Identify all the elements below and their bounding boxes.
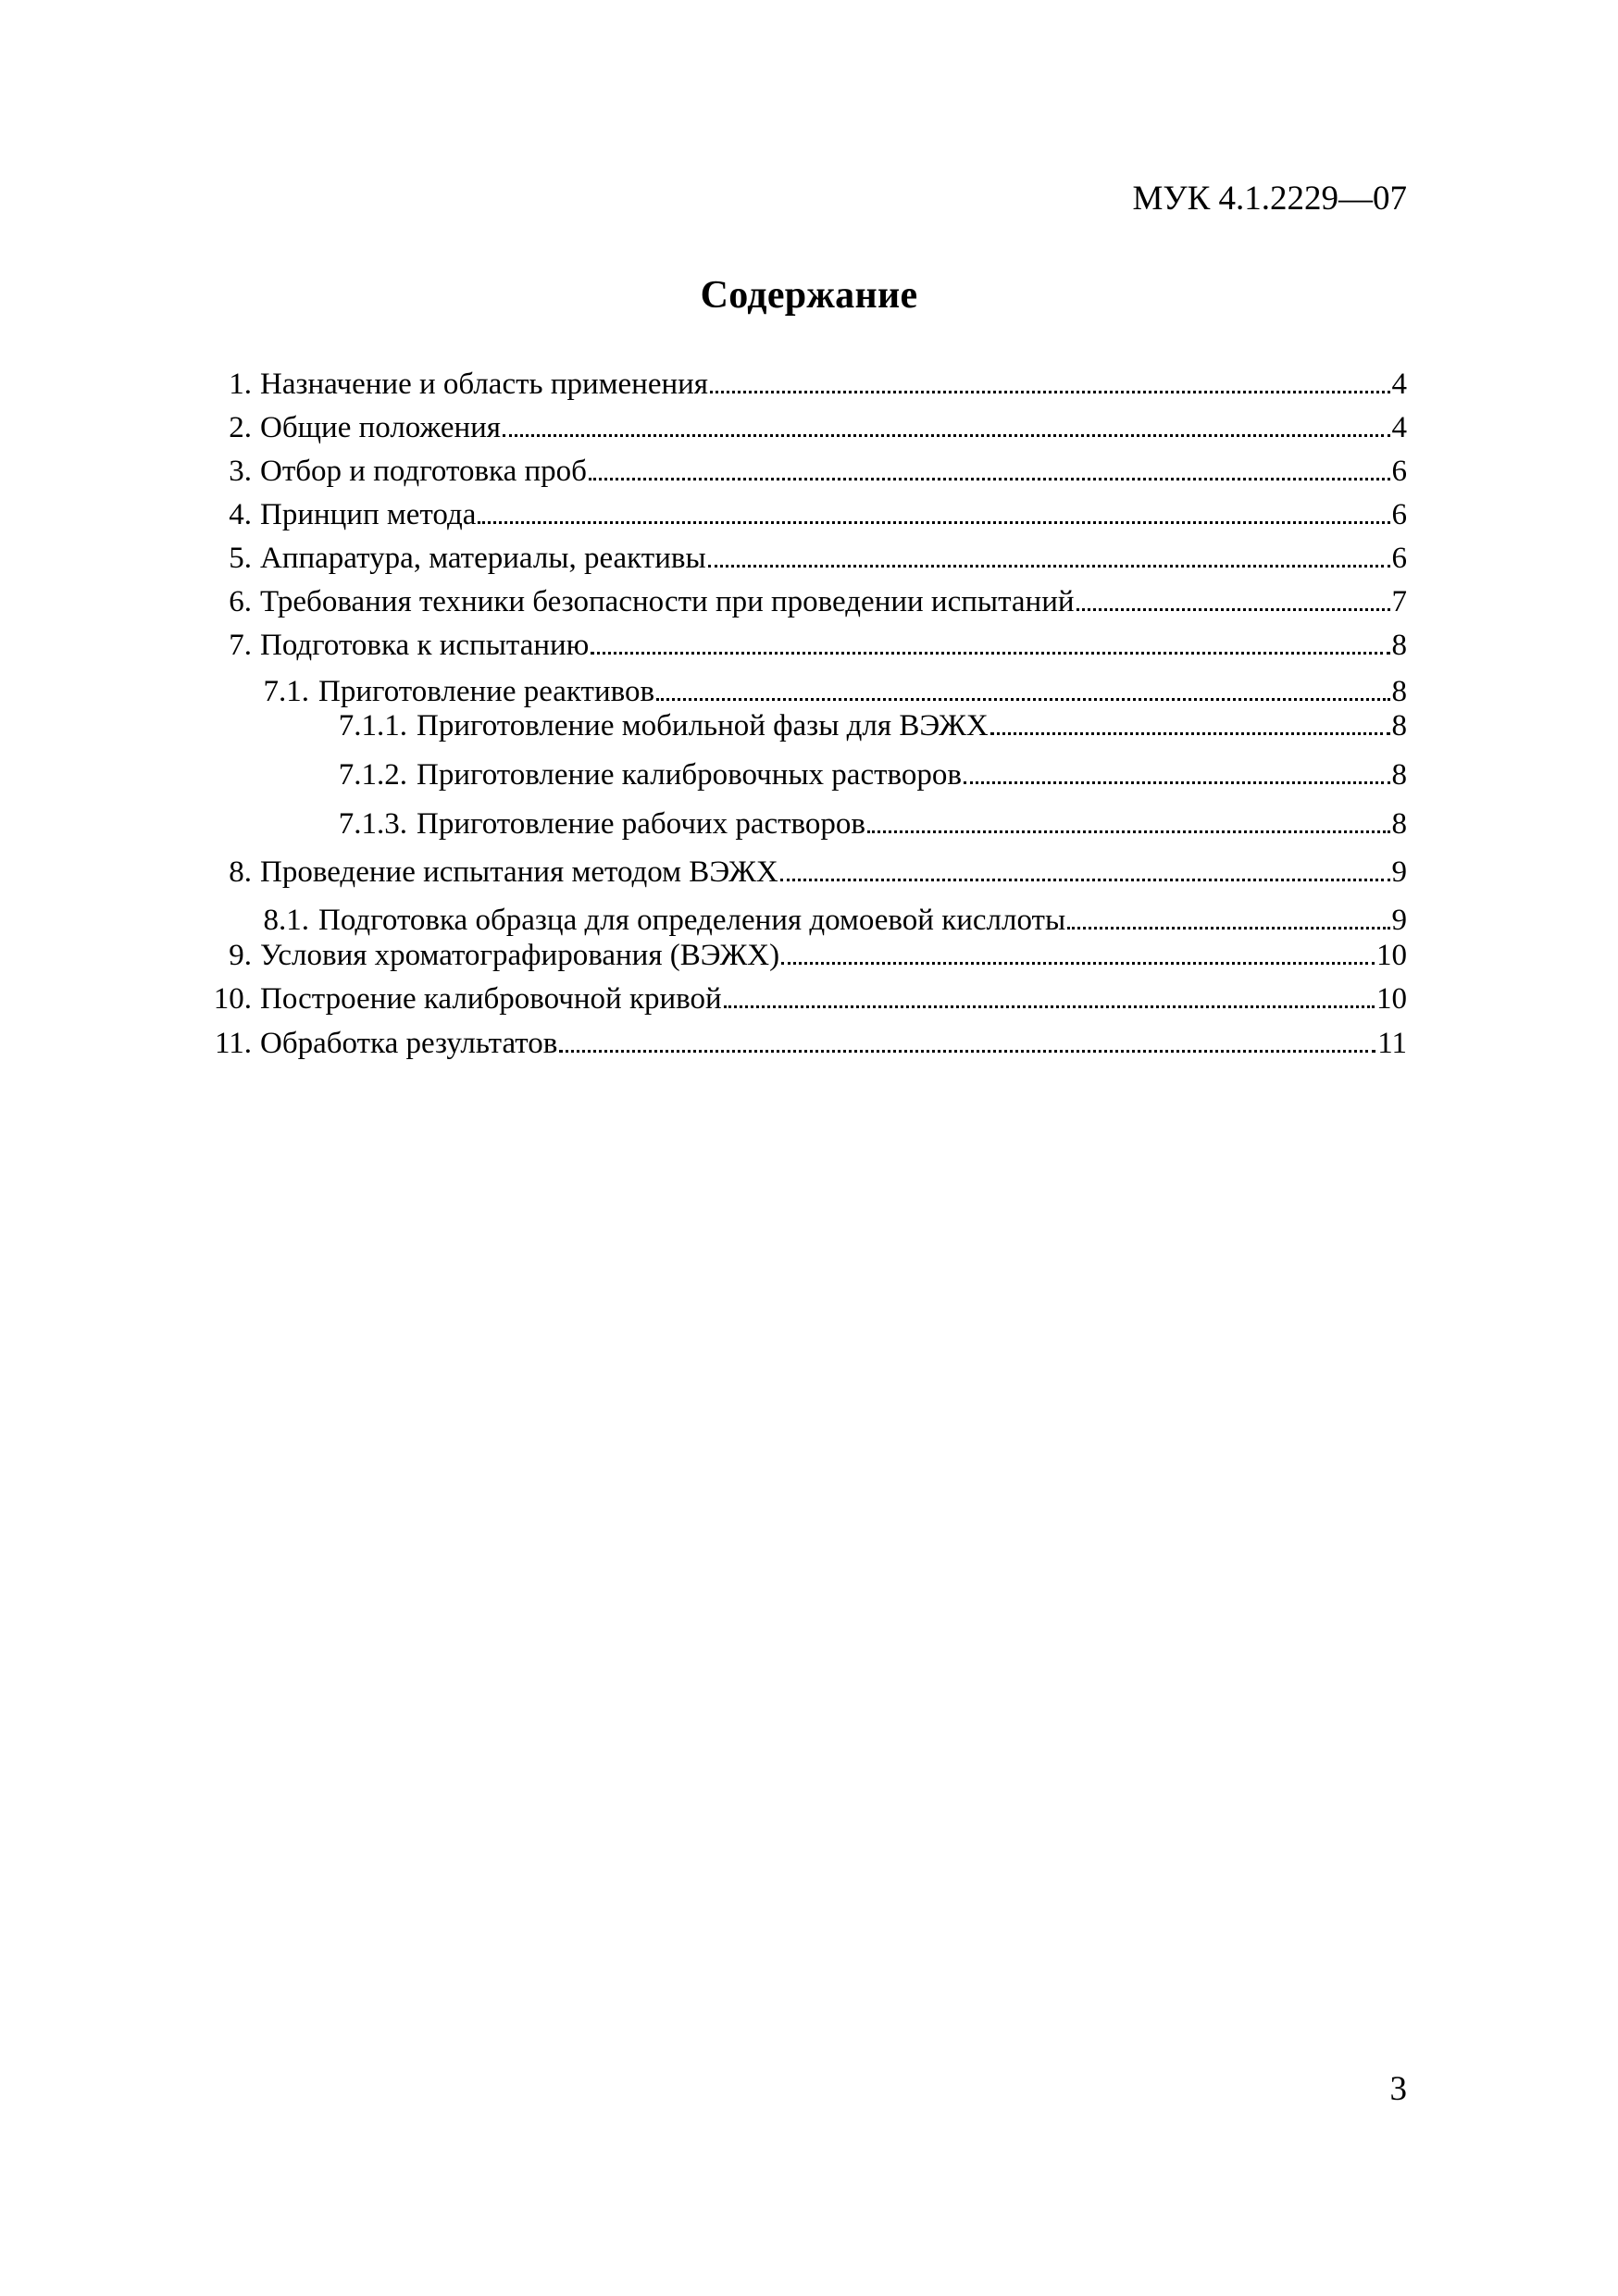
page-title: Содержание [700, 274, 918, 317]
toc-entry-page: 6 [1391, 542, 1407, 575]
toc-entry-page: 6 [1391, 455, 1407, 488]
toc-entry [198, 630, 1407, 661]
toc-entry-title: Построение калибровочной кривой [260, 982, 722, 1016]
toc-entry-title: Обработка результатов [260, 1027, 558, 1060]
toc-entry-number: 8. [229, 855, 252, 889]
toc-entry-page: 8 [1391, 629, 1407, 662]
toc-entry [198, 857, 1407, 888]
toc-entry-title: Приготовление реактивов [318, 675, 655, 708]
toc-entry [328, 711, 1407, 742]
toc-entry [198, 456, 1407, 487]
toc-entry-page: 11 [1377, 1027, 1407, 1060]
toc-entry-title: Назначение и область применения [260, 368, 708, 401]
toc-dot-leader [478, 501, 1389, 524]
toc-dot-leader [708, 544, 1390, 568]
toc-entry-number: 7. [229, 629, 252, 662]
toc-dot-leader [781, 942, 1375, 965]
toc-entry-number: 7.1. [263, 675, 309, 708]
toc-dot-leader [724, 985, 1375, 1008]
toc-entry-page: 4 [1391, 368, 1407, 401]
toc-dot-leader [710, 370, 1390, 393]
toc-entry [328, 809, 1407, 840]
toc-entry-page: 9 [1391, 855, 1407, 889]
toc-entry-page: 8 [1391, 758, 1407, 792]
toc-entry-title: Приготовление мобильной фазы для ВЭЖХ [417, 709, 989, 742]
toc-entry [198, 369, 1407, 400]
toc-entry-number: 5. [229, 542, 252, 575]
toc-entry-title: Общие положения [260, 411, 501, 444]
toc-entry [198, 500, 1407, 530]
toc-entry-title: Требования техники безопасности при проведении испытаний [260, 585, 1075, 618]
toc-dot-leader [589, 457, 1390, 480]
toc-entry-page: 8 [1391, 709, 1407, 742]
toc-entry [255, 905, 1407, 936]
toc-entry-number: 3. [229, 455, 252, 488]
page-number: 3 [1389, 2070, 1407, 2108]
toc-dot-leader [1067, 906, 1389, 930]
toc-entry-number: 7.1.2. [338, 758, 407, 792]
toc-entry-page: 4 [1391, 411, 1407, 444]
toc-entry-number: 7.1.1. [338, 709, 407, 742]
toc-entry-page: 10 [1376, 939, 1407, 972]
toc-entry-number: 6. [229, 585, 252, 618]
toc-entry-title: Подготовка образца для определения домоевой кисллоты [318, 904, 1066, 937]
document-code: МУК 4.1.2229—07 [1132, 180, 1407, 218]
toc-entry-number: 10. [213, 982, 252, 1016]
toc-entry-title: Подготовка к испытанию [260, 629, 590, 662]
toc-entry-page: 9 [1391, 904, 1407, 937]
toc-entry-title: Принцип метода [260, 498, 477, 531]
toc-entry-number: 1. [229, 368, 252, 401]
toc-entry-number: 9. [229, 939, 252, 972]
toc-dot-leader [591, 631, 1389, 655]
toc-dot-leader [503, 414, 1390, 437]
toc-entry-page: 6 [1391, 498, 1407, 531]
toc-entry-title: Приготовление калибровочных растворов [417, 758, 962, 792]
toc-dot-leader [559, 1029, 1375, 1053]
toc-entry-title: Отбор и подготовка проб [260, 455, 587, 488]
toc-entry [198, 587, 1407, 618]
toc-entry-page: 8 [1391, 675, 1407, 708]
toc-entry [198, 941, 1407, 971]
toc-dot-leader [1077, 588, 1390, 611]
toc-entry-title: Условия хроматографирования (ВЭЖХ) [260, 939, 780, 972]
toc-dot-leader [964, 761, 1390, 784]
toc-entry [255, 677, 1407, 707]
toc-entry-number: 4. [229, 498, 252, 531]
toc-dot-leader [780, 858, 1390, 881]
toc-entry-title: Аппаратура, материалы, реактивы [260, 542, 706, 575]
toc-entry [198, 984, 1407, 1015]
toc-entry-title: Приготовление рабочих растворов [417, 807, 865, 841]
toc-entry-number: 2. [229, 411, 252, 444]
toc-entry [198, 413, 1407, 443]
toc-entry-number: 11. [214, 1027, 252, 1060]
toc-entry [198, 543, 1407, 574]
toc-entry-page: 7 [1391, 585, 1407, 618]
toc-entry-title: Проведение испытания методом ВЭЖХ [260, 855, 778, 889]
toc-entry [198, 1029, 1407, 1059]
toc-entry-number: 7.1.3. [338, 807, 407, 841]
toc-entry-number: 8.1. [263, 904, 309, 937]
toc-entry-page: 10 [1376, 982, 1407, 1016]
toc-dot-leader [867, 810, 1390, 833]
toc-dot-leader [656, 678, 1389, 701]
toc-dot-leader [990, 712, 1390, 735]
toc-entry-page: 8 [1391, 807, 1407, 841]
toc-entry [328, 760, 1407, 791]
